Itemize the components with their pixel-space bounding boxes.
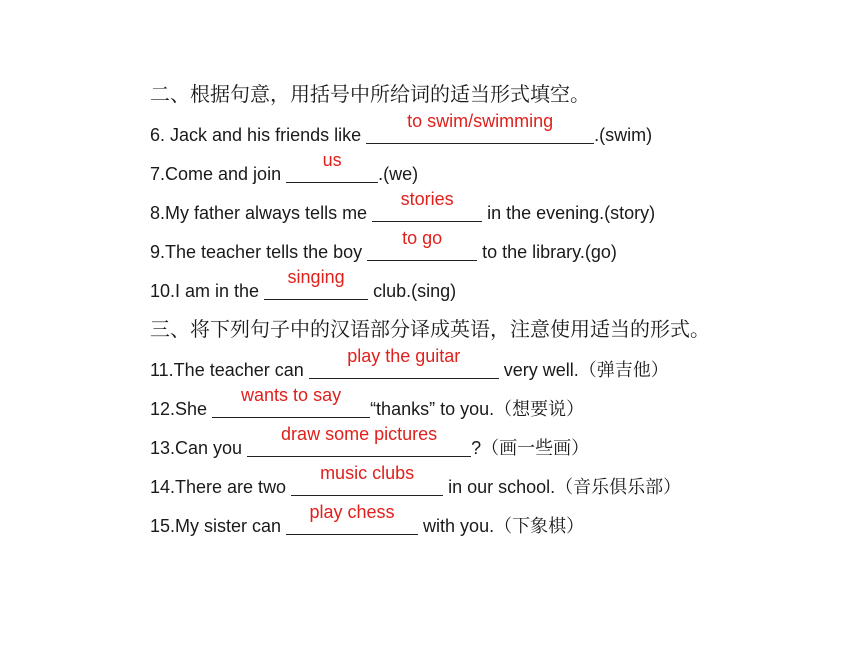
answer-blank (247, 424, 471, 457)
answer-blank (264, 267, 368, 300)
question-hint: “thanks” to you.（想要说） (370, 399, 585, 419)
question-6 (150, 111, 840, 155)
question-hint: very well.（弹吉他） (498, 360, 669, 380)
question-text: 10.I am in the (150, 281, 265, 301)
answer-blank (366, 111, 594, 144)
question-hint: in the evening.(story) (482, 203, 656, 223)
exercise-page (150, 80, 840, 546)
answer-blank (286, 502, 418, 535)
question-hint: .(swim) (594, 125, 653, 145)
question-hint: ?（画一些画） (471, 438, 590, 458)
question-text: 15.My sister can (150, 516, 287, 536)
question-8 (150, 189, 840, 233)
question-text: 14.There are two (150, 477, 292, 497)
answer-text: to swim/swimming (407, 111, 554, 131)
section-2-heading: 二、根据句意，用括号中所给词的适当形式填空。 (150, 84, 590, 106)
question-hint: to the library.(go) (477, 242, 617, 262)
question-9 (150, 228, 840, 272)
answer-text: us (322, 150, 342, 170)
question-hint: .(we) (378, 164, 419, 184)
answer-blank (286, 150, 378, 183)
question-hint: in our school.（音乐俱乐部） (443, 477, 682, 497)
answer-blank (291, 463, 443, 496)
question-text: 8.My father always tells me (150, 203, 373, 223)
answer-blank (372, 189, 482, 222)
answer-text: play the guitar (347, 346, 461, 366)
answer-blank (212, 385, 370, 418)
answer-text: stories (400, 189, 454, 209)
section-3-heading: 三、将下列句子中的汉语部分译成英语，注意使用适当的形式。 (150, 319, 710, 341)
answer-text: draw some pictures (281, 424, 438, 444)
answer-text: wants to say (241, 385, 342, 405)
answer-text: music clubs (320, 463, 415, 483)
question-10 (150, 267, 840, 311)
question-text: 13.Can you (150, 438, 248, 458)
answer-text: play chess (309, 502, 395, 522)
question-text: 7.Come and join (150, 164, 287, 184)
question-15 (150, 502, 840, 546)
question-14 (150, 463, 840, 507)
answer-blank (367, 228, 477, 261)
question-7 (150, 150, 840, 194)
question-text: 6. Jack and his friends like (150, 125, 367, 145)
question-hint: club.(sing) (368, 281, 457, 301)
question-text: 11.The teacher can (150, 360, 309, 380)
question-text: 12.She (150, 399, 213, 419)
answer-text: to go (402, 228, 443, 248)
question-text: 9.The teacher tells the boy (150, 242, 368, 262)
question-hint: with you.（下象棋） (418, 516, 585, 536)
answer-blank (309, 346, 499, 379)
answer-text: singing (287, 267, 345, 287)
question-13 (150, 424, 840, 468)
